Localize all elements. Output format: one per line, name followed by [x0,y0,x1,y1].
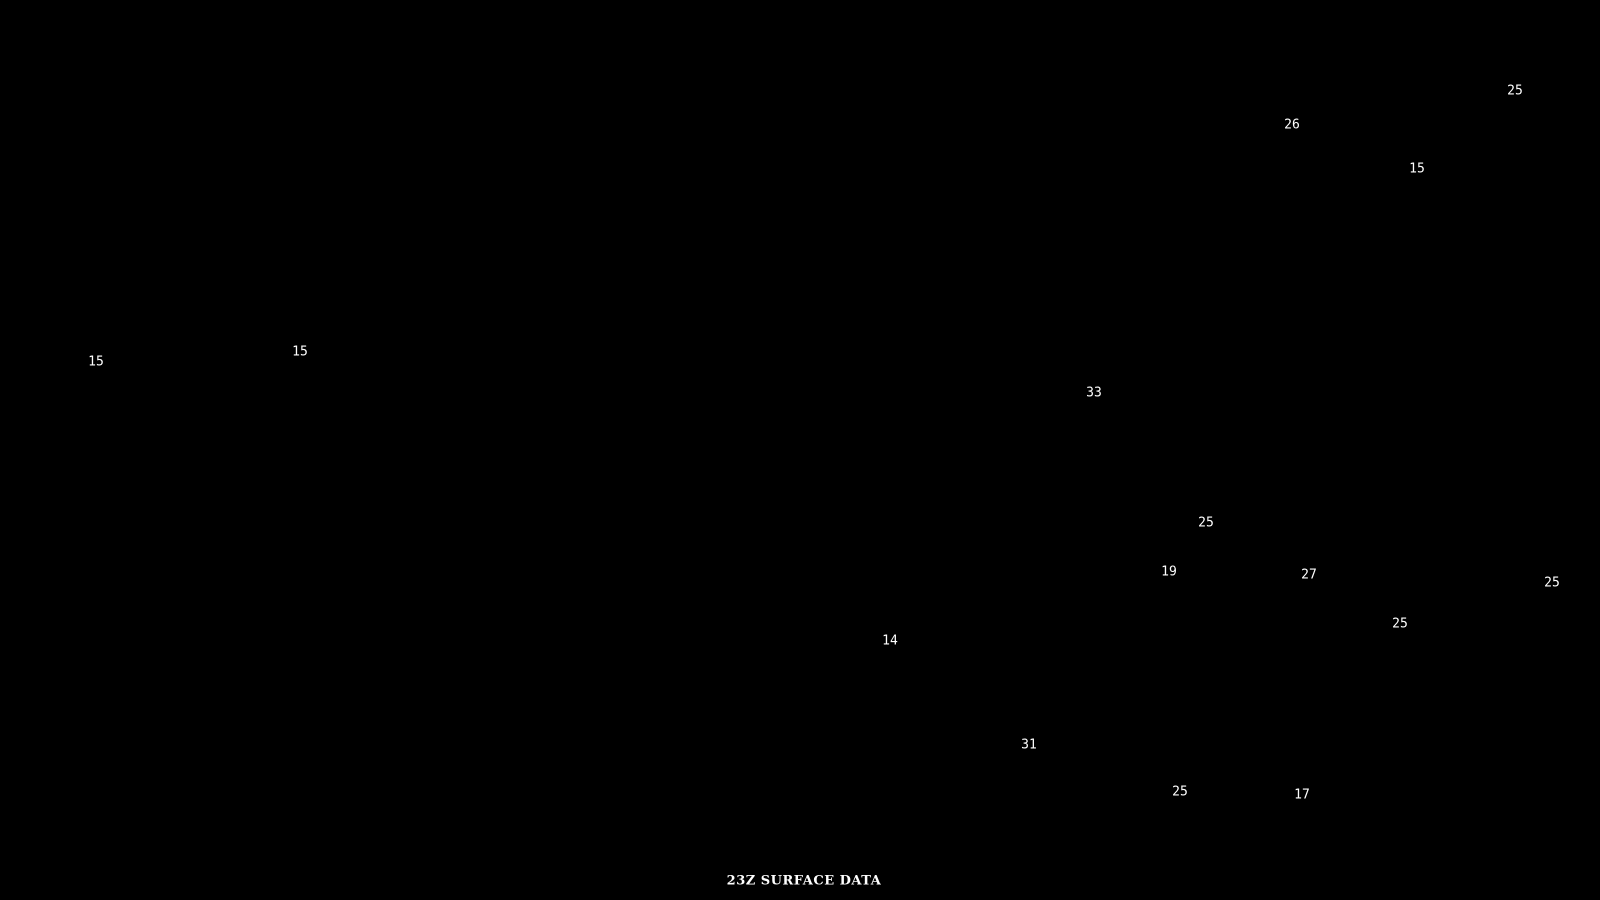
station-value: 14 [882,633,898,649]
station-value: 31 [1021,737,1037,753]
station-value: 33 [1086,385,1102,401]
plot-caption: 23Z SURFACE DATA [726,873,882,889]
station-value: 17 [1294,787,1310,803]
station-value: 15 [292,344,308,360]
station-value: 25 [1172,784,1188,800]
station-value: 26 [1284,117,1300,133]
station-value: 25 [1198,515,1214,531]
station-value: 27 [1301,567,1317,583]
station-value: 25 [1544,575,1560,591]
station-value: 19 [1161,564,1177,580]
station-value: 15 [1409,161,1425,177]
station-value: 25 [1507,83,1523,99]
station-value: 25 [1392,616,1408,632]
station-value: 15 [88,354,104,370]
